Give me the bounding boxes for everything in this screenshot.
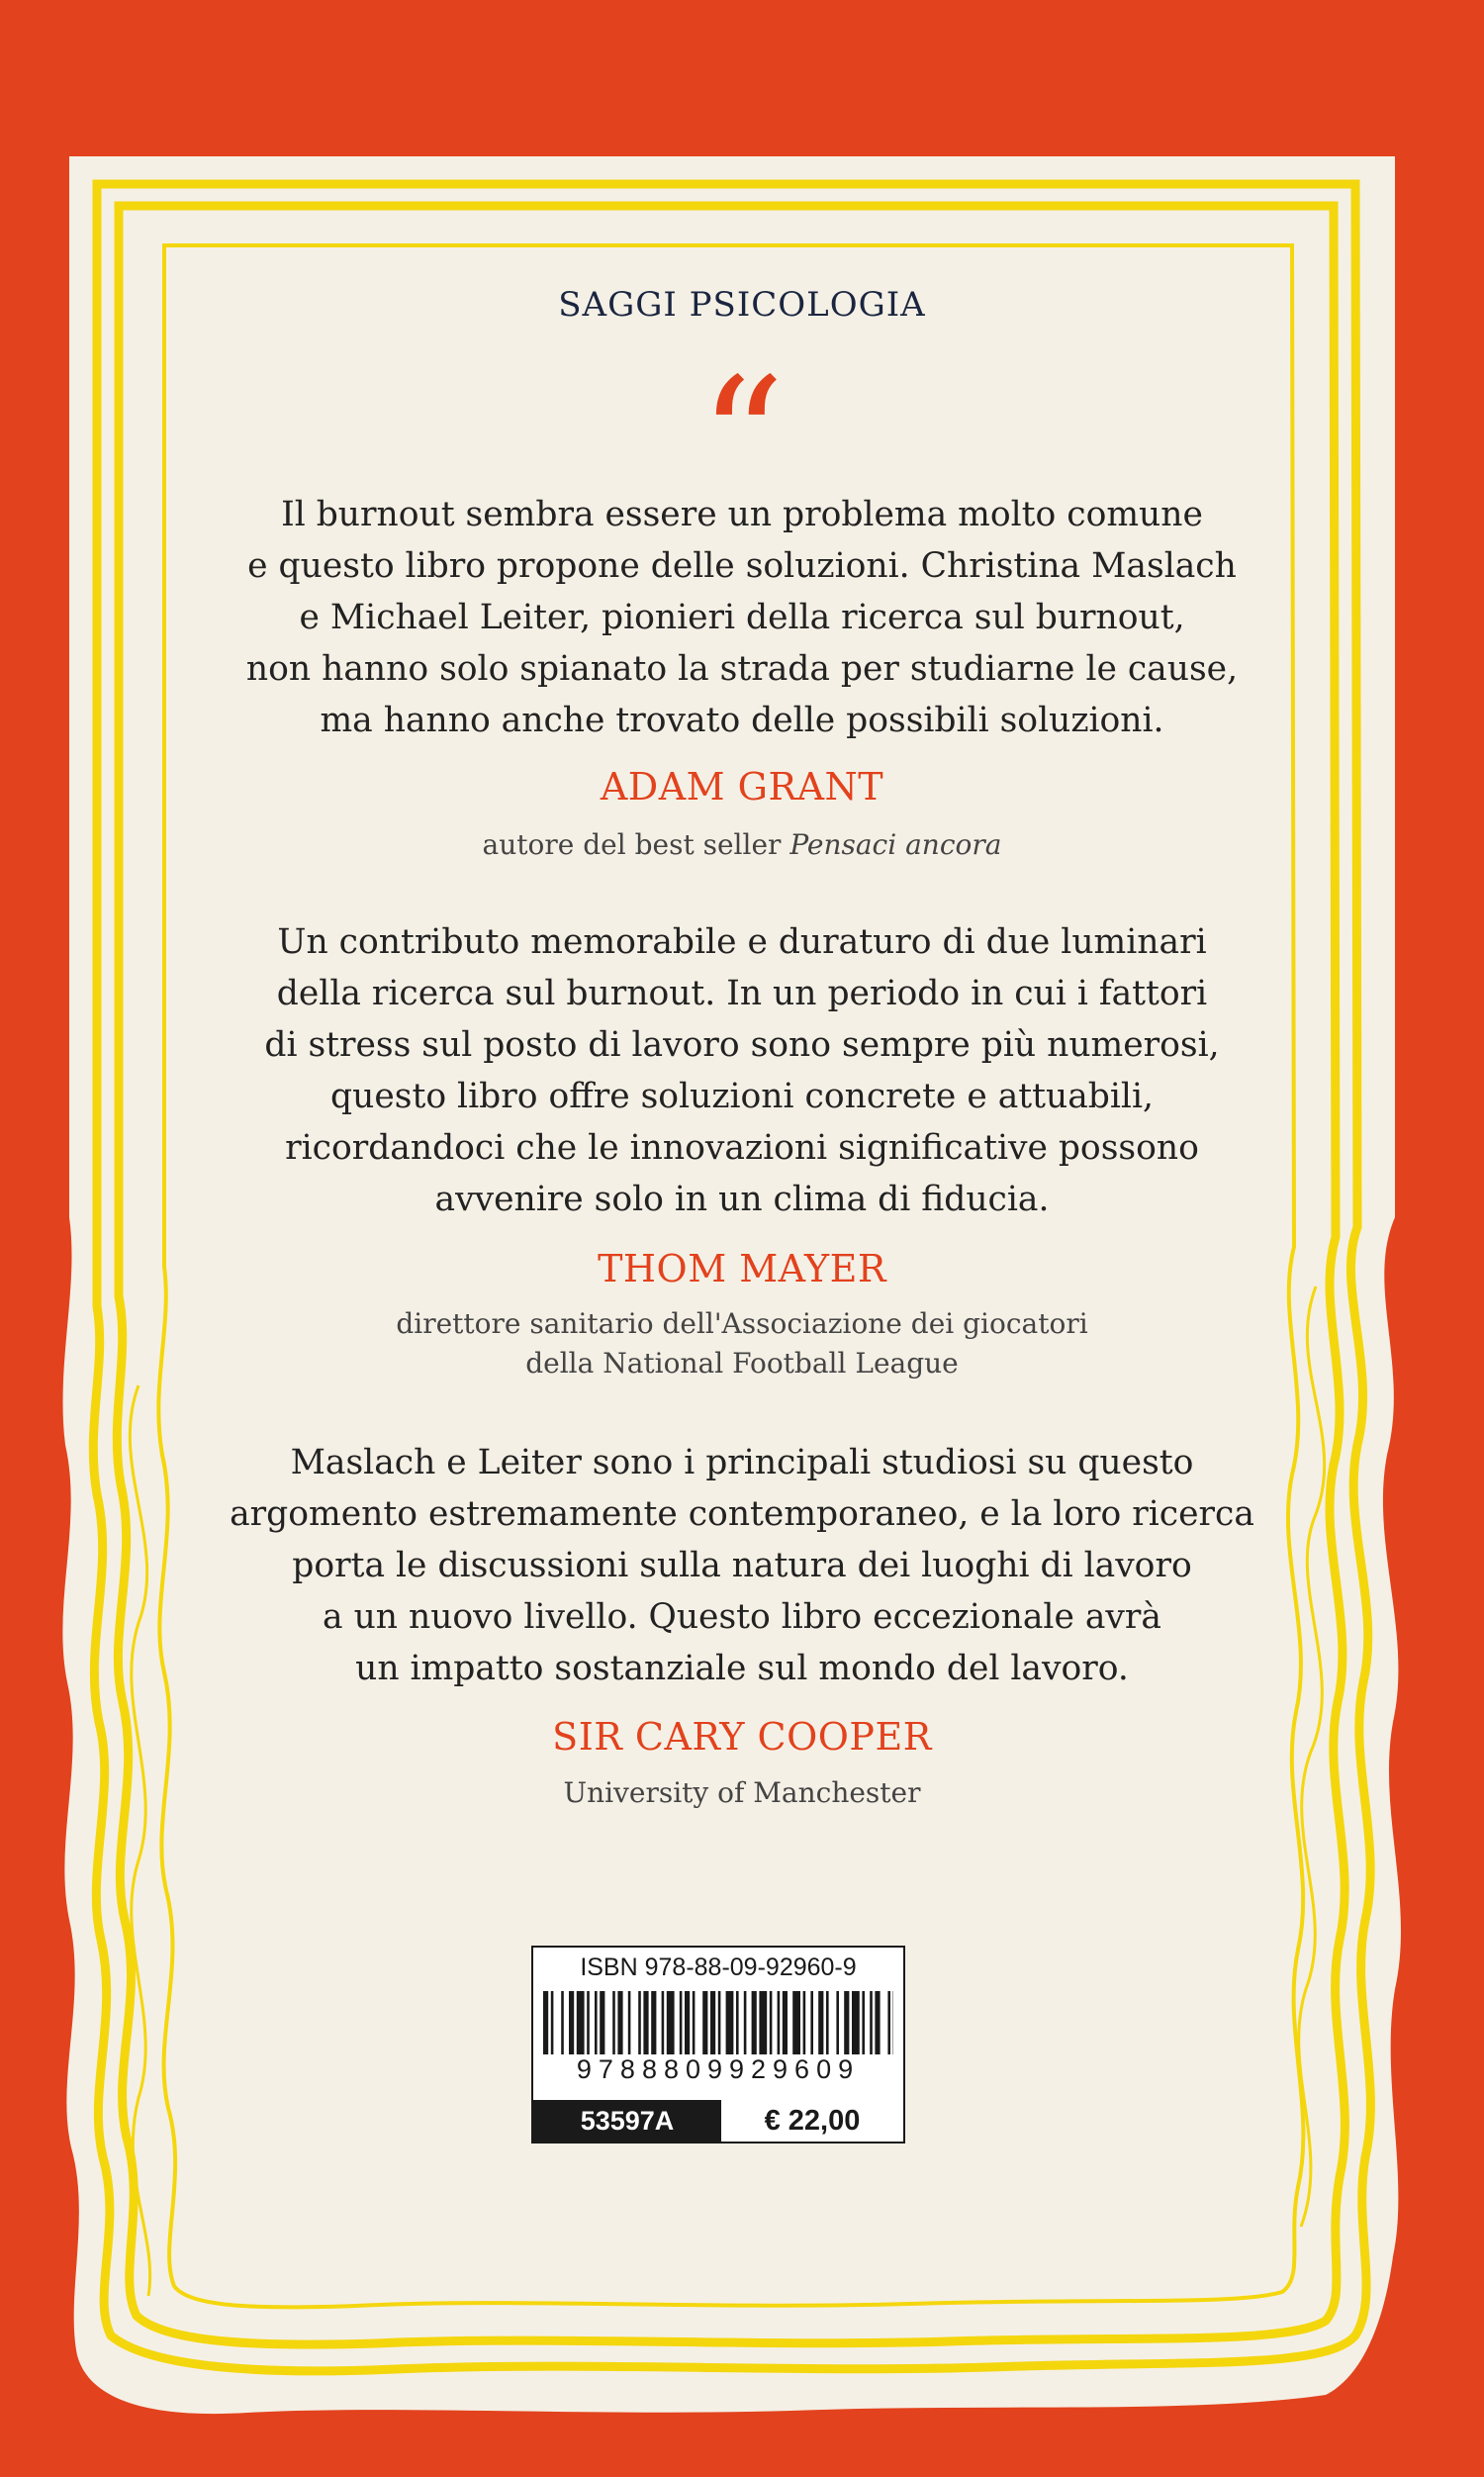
blurb-line: della ricerca sul burnout. In un periodo in cui i fattori [276, 974, 1208, 1013]
blurb-line: questo libro offre soluzioni concrete e attuabili, [330, 1077, 1154, 1116]
barcode-bar [826, 1991, 829, 2054]
blurb-line: avvenire solo in un clima di fiducia. [434, 1180, 1050, 1219]
blurb-line: non hanno solo spianato la strada per studiarne le cause, [245, 649, 1239, 689]
barcode-bar [612, 1991, 615, 2054]
role-line: direttore sanitario dell'Associazione dei giocatori [396, 1307, 1088, 1340]
barcode-bar [667, 1991, 675, 2054]
blurb-line: e Michael Leiter, pionieri della ricerca sul burnout, [299, 598, 1185, 637]
barcode-bar [561, 1991, 564, 2054]
isbn-text: ISBN 978-88-09-92960-9 [580, 1953, 857, 1981]
blurb-line: e questo libro propone delle soluzioni. Christina Maslach [247, 546, 1237, 586]
barcode-bar [628, 1991, 631, 2054]
barcode-label [531, 1946, 905, 2144]
barcode-bar [844, 1991, 849, 2054]
barcode-bar [792, 1991, 800, 2054]
barcode-bar [662, 1991, 665, 2054]
blurb-1-role [0, 825, 1484, 865]
role-text: autore del best seller [482, 828, 790, 861]
barcode-bar [836, 1991, 839, 2054]
blurb-line: a un nuovo livello. Questo libro eccezionale avrà [323, 1597, 1161, 1637]
barcode-bar [577, 1991, 585, 2054]
barcode-bar [803, 1991, 806, 2054]
barcode-bar [759, 1991, 767, 2054]
barcode-bar [718, 1991, 721, 2054]
blurb-line: ricordandoci che le innovazioni significative possono [285, 1128, 1199, 1168]
barcode-bar [685, 1991, 690, 2054]
blurb-line: Il burnout sembra essere un problema molto comune [281, 495, 1203, 534]
role-line: della National Football League [525, 1347, 959, 1380]
blurb-line: Un contributo memorabile e duraturo di due luminari [277, 922, 1207, 962]
barcode-bar [818, 1991, 823, 2054]
blurb-3-role [0, 1773, 1484, 1813]
blurb-2-text [148, 916, 1336, 1225]
barcode-bar [587, 1991, 590, 2054]
barcode-bar [852, 1991, 860, 2054]
barcode-digits: 9788809929609 [576, 2054, 861, 2084]
blurb-line: argomento estremamente contemporaneo, e la loro ricerca [230, 1494, 1254, 1534]
barcode-bar [810, 1991, 813, 2054]
barcode-bar [693, 1991, 696, 2054]
barcode-bar [744, 1991, 747, 2054]
book-title: Pensaci ancora [789, 828, 1002, 861]
barcode-icon [543, 1991, 893, 2054]
barcode-bar [651, 1991, 656, 2054]
barcode-bar [702, 1991, 707, 2054]
barcode-bar [862, 1991, 865, 2054]
barcode-bar [870, 1991, 873, 2054]
price: € 22,00 [719, 2100, 903, 2142]
barcode-bar [875, 1991, 880, 2054]
barcode-bar [638, 1991, 641, 2054]
barcode-bar [617, 1991, 622, 2054]
barcode-bar [551, 1991, 554, 2054]
barcode-bar [543, 1991, 548, 2054]
blurb-line: porta le discussioni sulla natura dei luoghi di lavoro [292, 1546, 1192, 1585]
blurb-2-author: THOM MAYER [598, 1247, 886, 1290]
barcode-bar [569, 1991, 574, 2054]
barcode-bar [778, 1991, 781, 2054]
quote-mark-icon: “ [698, 342, 786, 538]
barcode-bar [680, 1991, 683, 2054]
blurb-line: Maslach e Leiter sono i principali studiosi su questo [290, 1443, 1194, 1482]
barcode-bar [887, 1991, 890, 2054]
blurb-1-text [148, 489, 1336, 746]
blurb-line: un impatto sostanziale sul mondo del lavoro. [355, 1649, 1129, 1688]
series-label: SAGGI PSICOLOGIA [558, 285, 926, 325]
barcode-bar [600, 1991, 604, 2054]
blurb-2-role [0, 1304, 1484, 1383]
barcode-bar [752, 1991, 757, 2054]
blurb-3-author: SIR CARY COOPER [552, 1715, 932, 1759]
barcode-bar [710, 1991, 715, 2054]
barcode-bar [783, 1991, 788, 2054]
barcode-bar [595, 1991, 598, 2054]
blurb-line: di stress sul posto di lavoro sono sempre più numerosi, [264, 1025, 1220, 1065]
barcode-bar [643, 1991, 648, 2054]
blurb-3-text [148, 1437, 1336, 1694]
barcode-bar [726, 1991, 734, 2054]
barcode-bar [736, 1991, 739, 2054]
role-line: University of Manchester [563, 1776, 921, 1809]
blurb-line: ma hanno anche trovato delle possibili soluzioni. [320, 701, 1164, 740]
product-code: 53597A [533, 2100, 721, 2142]
blurb-1-author: ADAM GRANT [600, 765, 884, 809]
barcode-bar [770, 1991, 773, 2054]
